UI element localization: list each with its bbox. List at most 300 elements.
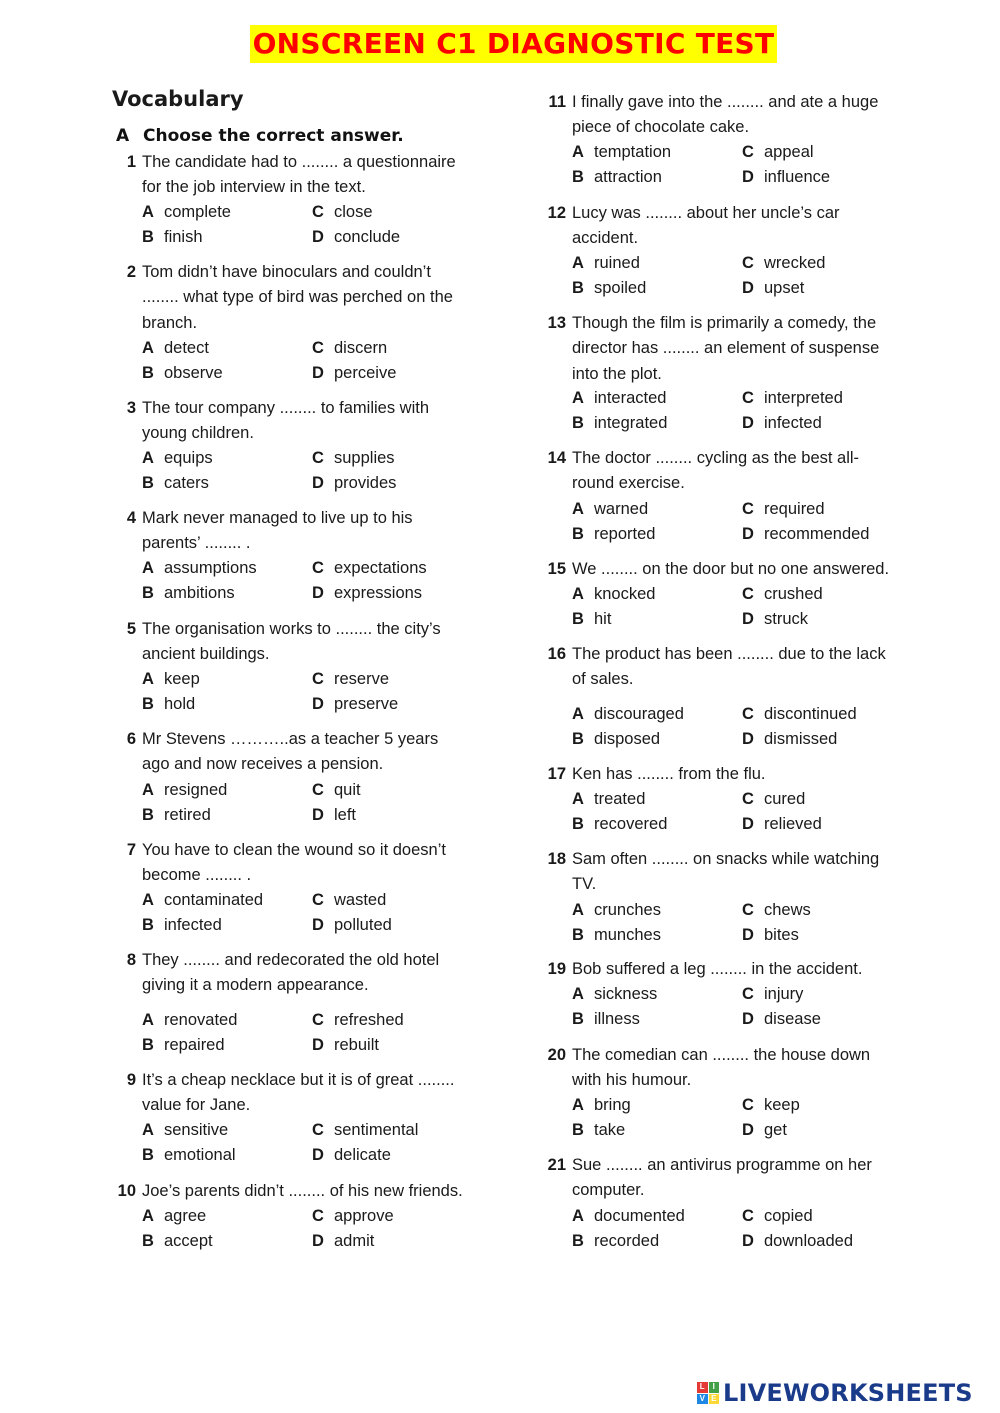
option-c[interactable]	[742, 702, 857, 727]
option-c[interactable]	[312, 556, 427, 581]
option-letter: D	[742, 1010, 754, 1028]
option-letter: A	[572, 500, 584, 518]
stem-line: Lucy was ........ about her uncle’s car	[572, 204, 840, 222]
option-letter: C	[742, 1096, 754, 1114]
option-d[interactable]	[742, 1007, 821, 1032]
option-a[interactable]	[572, 251, 640, 276]
option-d[interactable]	[312, 803, 356, 828]
option-b[interactable]	[572, 276, 646, 301]
question-stem	[142, 948, 487, 999]
option-letter: A	[572, 705, 584, 723]
option-text: infected	[764, 414, 822, 432]
stem-line: The tour company ........ to families with	[142, 399, 430, 417]
option-letter: D	[312, 364, 324, 382]
option-text: relieved	[764, 815, 822, 833]
option-c[interactable]	[742, 582, 823, 607]
option-text: recommended	[764, 525, 870, 543]
option-letter: B	[572, 414, 584, 432]
question-number: 20	[547, 1046, 566, 1064]
option-text: documented	[594, 1207, 685, 1225]
option-a[interactable]	[572, 1204, 685, 1229]
stem-line: Tom didn’t have binoculars and couldn’t	[142, 263, 431, 281]
question-stem	[572, 201, 917, 252]
stem-line: We ........ on the door but no one answered.	[572, 560, 890, 578]
option-letter: C	[312, 1207, 324, 1225]
option-a[interactable]	[142, 888, 263, 913]
option-letter: A	[572, 790, 584, 808]
stem-line: value for Jane.	[142, 1096, 251, 1115]
option-letter: D	[742, 279, 754, 297]
option-text: finish	[164, 228, 203, 246]
option-text: munches	[594, 926, 661, 944]
option-text: delicate	[334, 1146, 391, 1164]
option-letter: B	[572, 279, 584, 297]
option-d[interactable]	[742, 607, 808, 632]
option-d[interactable]	[312, 1033, 379, 1058]
question-stem	[142, 150, 487, 201]
option-letter: D	[312, 916, 324, 934]
option-letter: D	[312, 584, 324, 602]
option-text: struck	[764, 610, 809, 628]
option-c[interactable]	[312, 1204, 394, 1229]
option-a[interactable]	[572, 386, 666, 411]
option-letter: C	[742, 585, 754, 603]
option-text: reported	[594, 525, 656, 543]
option-letter: A	[142, 670, 154, 688]
option-c[interactable]	[312, 888, 386, 913]
option-c[interactable]	[742, 140, 814, 165]
stem-line: ago and now receives a pension.	[142, 755, 384, 774]
option-letter: C	[312, 891, 324, 909]
option-letter: D	[742, 926, 754, 944]
option-b[interactable]	[572, 522, 655, 547]
question-number: 14	[547, 449, 566, 467]
option-text: preserve	[334, 695, 399, 713]
option-letter: B	[142, 916, 154, 934]
option-text: copied	[764, 1207, 813, 1225]
option-text: approve	[334, 1207, 394, 1225]
option-text: contaminated	[164, 891, 264, 909]
option-letter: B	[142, 228, 154, 246]
option-text: recovered	[594, 815, 668, 833]
option-text: discontinued	[764, 705, 857, 723]
question-number: 15	[547, 560, 566, 578]
question-number: 11	[548, 93, 566, 111]
option-text: equips	[164, 449, 213, 467]
question-number: 9	[126, 1071, 136, 1089]
option-letter: D	[742, 1121, 754, 1139]
option-b[interactable]	[142, 692, 195, 717]
option-letter: C	[312, 449, 324, 467]
option-d[interactable]	[742, 276, 804, 301]
stem-line: into the plot.	[572, 364, 662, 383]
question-stem	[572, 847, 917, 898]
stem-line: giving it a modern appearance.	[142, 976, 369, 995]
option-a[interactable]	[142, 667, 200, 692]
option-d[interactable]	[742, 727, 837, 752]
option-text: caters	[164, 474, 209, 492]
stem-line: round exercise.	[572, 474, 685, 493]
option-letter: A	[572, 985, 584, 1003]
option-a[interactable]	[572, 140, 671, 165]
question-stem	[142, 1179, 487, 1204]
stem-line: Mark never managed to live up to his	[142, 509, 413, 527]
option-text: ambitions	[164, 584, 235, 602]
option-text: knocked	[594, 585, 656, 603]
option-letter: D	[312, 474, 324, 492]
option-b[interactable]	[572, 1118, 625, 1143]
option-text: agree	[164, 1207, 207, 1225]
option-d[interactable]	[742, 411, 822, 436]
option-letter: C	[312, 559, 324, 577]
liveworksheets-logo	[697, 1376, 973, 1410]
option-text: integrated	[594, 414, 668, 432]
option-letter: C	[312, 670, 324, 688]
option-b[interactable]	[572, 812, 667, 837]
option-b[interactable]	[142, 1229, 213, 1254]
option-a[interactable]	[572, 497, 648, 522]
option-d[interactable]	[312, 692, 398, 717]
option-text: wrecked	[764, 254, 826, 272]
question-number: 16	[547, 645, 566, 663]
option-a[interactable]	[142, 778, 227, 803]
option-letter: A	[572, 254, 584, 272]
question-stem	[142, 838, 487, 889]
option-text: upset	[764, 279, 805, 297]
option-text: get	[764, 1121, 787, 1139]
stem-line: ancient buildings.	[142, 645, 270, 664]
option-a[interactable]	[142, 556, 257, 581]
option-text: conclude	[334, 228, 401, 246]
option-d[interactable]	[312, 225, 400, 250]
option-b[interactable]	[142, 471, 209, 496]
option-letter: A	[142, 1011, 154, 1029]
option-c[interactable]	[742, 982, 803, 1007]
stem-line: director has ........ an element of suspense	[572, 339, 880, 358]
option-text: sickness	[594, 985, 658, 1003]
stem-line: of sales.	[572, 670, 634, 689]
option-letter: B	[142, 1036, 154, 1054]
option-text: reserve	[334, 670, 390, 688]
option-letter: A	[572, 901, 584, 919]
option-letter: D	[312, 806, 324, 824]
option-letter: A	[142, 339, 154, 357]
question-number: 21	[547, 1156, 566, 1174]
option-letter: A	[142, 203, 154, 221]
question-number: 18	[547, 850, 566, 868]
stem-line: branch.	[142, 313, 198, 332]
option-b[interactable]	[572, 1229, 659, 1254]
stem-line: for the job interview in the text.	[142, 178, 366, 197]
option-a[interactable]	[572, 1093, 631, 1118]
instruction-letter: A	[116, 126, 130, 146]
option-text: discouraged	[594, 705, 684, 723]
option-letter: D	[742, 610, 754, 628]
option-b[interactable]	[142, 1033, 225, 1058]
option-letter: D	[742, 1232, 754, 1250]
option-letter: A	[142, 891, 154, 909]
option-letter: C	[742, 790, 754, 808]
option-text: keep	[764, 1096, 800, 1114]
option-text: sensitive	[164, 1121, 229, 1139]
option-letter: B	[572, 168, 584, 186]
option-text: take	[594, 1121, 626, 1139]
option-c[interactable]	[742, 497, 825, 522]
option-letter: D	[742, 525, 754, 543]
option-text: close	[334, 203, 373, 221]
option-text: interacted	[594, 389, 667, 407]
question-stem	[572, 311, 917, 387]
option-text: chews	[764, 901, 811, 919]
question-number: 6	[126, 730, 136, 748]
option-text: bites	[764, 926, 799, 944]
question-number: 5	[126, 620, 136, 638]
option-letter: A	[142, 559, 154, 577]
option-text: expressions	[334, 584, 423, 602]
option-a[interactable]	[142, 336, 209, 361]
option-a[interactable]	[572, 898, 661, 923]
option-letter: A	[142, 1121, 154, 1139]
option-letter: C	[742, 500, 754, 518]
stem-line: with his humour.	[572, 1071, 692, 1090]
stem-line: Sue ........ an antivirus programme on her	[572, 1156, 872, 1174]
option-text: disposed	[594, 730, 661, 748]
option-a[interactable]	[142, 446, 213, 471]
option-b[interactable]	[142, 913, 222, 938]
question-number: 8	[126, 951, 136, 969]
option-letter: A	[572, 389, 584, 407]
option-letter: A	[142, 781, 154, 799]
option-b[interactable]	[572, 411, 667, 436]
option-text: infected	[164, 916, 222, 934]
option-b[interactable]	[572, 607, 611, 632]
option-c[interactable]	[312, 1008, 404, 1033]
option-text: quit	[334, 781, 361, 799]
stem-line: piece of chocolate cake.	[572, 118, 750, 137]
option-a[interactable]	[572, 582, 655, 607]
option-text: renovated	[164, 1011, 238, 1029]
option-text: influence	[764, 168, 831, 186]
option-text: assumptions	[164, 559, 257, 577]
option-b[interactable]	[572, 727, 660, 752]
question-stem	[572, 1043, 917, 1094]
stem-line: Mr Stevens ………..as a teacher 5 years	[142, 730, 439, 748]
option-text: retired	[164, 806, 211, 824]
question-stem	[142, 506, 487, 557]
stem-line: TV.	[572, 875, 597, 894]
stem-line: become ........ .	[142, 866, 252, 885]
option-text: perceive	[334, 364, 397, 382]
option-b[interactable]	[142, 581, 235, 606]
option-letter: B	[142, 1146, 154, 1164]
stem-line: The candidate had to ........ a questionnaire	[142, 153, 456, 171]
option-text: dismissed	[764, 730, 838, 748]
option-text: appeal	[764, 143, 814, 161]
option-text: ruined	[594, 254, 640, 272]
question-stem	[142, 727, 487, 778]
option-letter: C	[312, 203, 324, 221]
section-heading: Vocabulary	[112, 87, 244, 111]
option-d[interactable]	[742, 165, 830, 190]
option-c[interactable]	[312, 446, 395, 471]
option-letter: A	[142, 1207, 154, 1225]
option-letter: B	[572, 525, 584, 543]
option-a[interactable]	[572, 787, 645, 812]
option-letter: C	[312, 1121, 324, 1139]
stem-line: They ........ and redecorated the old hotel	[142, 951, 440, 969]
stem-line: Bob suffered a leg ........ in the accident.	[572, 960, 863, 978]
option-d[interactable]	[312, 1229, 374, 1254]
option-letter: D	[312, 1232, 324, 1250]
option-text: complete	[164, 203, 231, 221]
option-b[interactable]	[142, 225, 203, 250]
stem-line: young children.	[142, 424, 254, 443]
stem-line: The organisation works to ........ the city’s	[142, 620, 441, 638]
option-letter: B	[142, 806, 154, 824]
option-letter: D	[742, 414, 754, 432]
option-text: crushed	[764, 585, 823, 603]
stem-line: I finally gave into the ........ and ate a huge	[572, 93, 879, 111]
stem-line: accident.	[572, 229, 639, 248]
instruction-text: Choose the correct answer.	[143, 126, 404, 146]
option-text: sentimental	[334, 1121, 419, 1139]
question-stem	[572, 90, 917, 141]
option-d[interactable]	[312, 361, 396, 386]
option-b[interactable]	[572, 165, 662, 190]
option-letter: C	[742, 389, 754, 407]
option-text: cured	[764, 790, 806, 808]
question-number: 3	[126, 399, 136, 417]
option-text: disease	[764, 1010, 821, 1028]
option-b[interactable]	[142, 803, 211, 828]
option-text: temptation	[594, 143, 672, 161]
option-d[interactable]	[312, 1143, 391, 1168]
option-text: resigned	[164, 781, 228, 799]
option-b[interactable]	[572, 923, 661, 948]
option-a[interactable]	[142, 200, 231, 225]
option-c[interactable]	[742, 386, 843, 411]
stem-line: The product has been ........ due to the lack	[572, 645, 886, 663]
option-b[interactable]	[142, 1143, 236, 1168]
option-c[interactable]	[742, 1093, 800, 1118]
option-letter: B	[142, 1232, 154, 1250]
option-text: polluted	[334, 916, 392, 934]
option-letter: C	[742, 254, 754, 272]
option-d[interactable]	[312, 913, 392, 938]
option-a[interactable]	[142, 1204, 206, 1229]
option-text: admit	[334, 1232, 375, 1250]
option-c[interactable]	[312, 1118, 418, 1143]
option-text: warned	[594, 500, 649, 518]
option-letter: D	[312, 1146, 324, 1164]
option-text: recorded	[594, 1232, 660, 1250]
option-text: spoiled	[594, 279, 647, 297]
question-stem	[142, 260, 487, 336]
stem-line: The comedian can ........ the house down	[572, 1046, 871, 1064]
option-text: rebuilt	[334, 1036, 379, 1054]
option-letter: B	[572, 926, 584, 944]
option-text: provides	[334, 474, 397, 492]
option-text: accept	[164, 1232, 213, 1250]
option-letter: B	[142, 474, 154, 492]
option-a[interactable]	[572, 702, 684, 727]
question-number: 4	[126, 509, 136, 527]
option-letter: D	[312, 1036, 324, 1054]
option-c[interactable]	[742, 1204, 813, 1229]
option-text: injury	[764, 985, 804, 1003]
option-b[interactable]	[572, 1007, 640, 1032]
option-text: wasted	[334, 891, 387, 909]
option-d[interactable]	[312, 471, 396, 496]
option-b[interactable]	[142, 361, 223, 386]
option-letter: A	[142, 449, 154, 467]
question-stem	[572, 957, 917, 982]
option-d[interactable]	[742, 1118, 787, 1143]
stem-line: Ken has ........ from the flu.	[572, 765, 766, 783]
option-letter: D	[742, 168, 754, 186]
option-text: detect	[164, 339, 209, 357]
option-letter: C	[312, 1011, 324, 1029]
stem-line: computer.	[572, 1181, 645, 1200]
option-letter: C	[742, 1207, 754, 1225]
option-c[interactable]	[312, 336, 387, 361]
option-letter: A	[572, 585, 584, 603]
option-d[interactable]	[742, 812, 822, 837]
question-stem	[572, 642, 917, 693]
option-text: attraction	[594, 168, 662, 186]
stem-line: Sam often ........ on snacks while watching	[572, 850, 880, 868]
option-text: treated	[594, 790, 646, 808]
option-letter: B	[572, 815, 584, 833]
option-letter: B	[142, 584, 154, 602]
option-c[interactable]	[742, 898, 811, 923]
option-c[interactable]	[312, 778, 361, 803]
option-d[interactable]	[742, 923, 799, 948]
question-stem	[572, 446, 917, 497]
option-a[interactable]	[572, 982, 657, 1007]
option-letter: C	[312, 339, 324, 357]
option-letter: B	[572, 1121, 584, 1139]
option-text: required	[764, 500, 825, 518]
option-text: keep	[164, 670, 200, 688]
option-d[interactable]	[742, 522, 869, 547]
option-letter: A	[572, 1207, 584, 1225]
option-letter: B	[572, 730, 584, 748]
option-text: interpreted	[764, 389, 843, 407]
option-d[interactable]	[312, 581, 422, 606]
stem-line: It’s a cheap necklace but it is of great ........	[142, 1071, 455, 1089]
question-number: 2	[126, 263, 136, 281]
option-letter: C	[742, 143, 754, 161]
question-stem	[572, 762, 917, 787]
question-number: 7	[126, 841, 136, 859]
option-letter: B	[572, 610, 584, 628]
option-d[interactable]	[742, 1229, 853, 1254]
option-text: emotional	[164, 1146, 236, 1164]
option-c[interactable]	[742, 787, 805, 812]
option-a[interactable]	[142, 1008, 237, 1033]
page-title: ONSCREEN C1 DIAGNOSTIC TEST	[250, 25, 777, 63]
option-c[interactable]	[312, 667, 389, 692]
question-stem	[142, 1068, 487, 1119]
option-c[interactable]	[312, 200, 373, 225]
stem-line: ........ what type of bird was perched on the	[142, 288, 453, 307]
option-text: discern	[334, 339, 388, 357]
option-c[interactable]	[742, 251, 825, 276]
question-number: 19	[547, 960, 566, 978]
option-a[interactable]	[142, 1118, 228, 1143]
option-letter: D	[742, 815, 754, 833]
